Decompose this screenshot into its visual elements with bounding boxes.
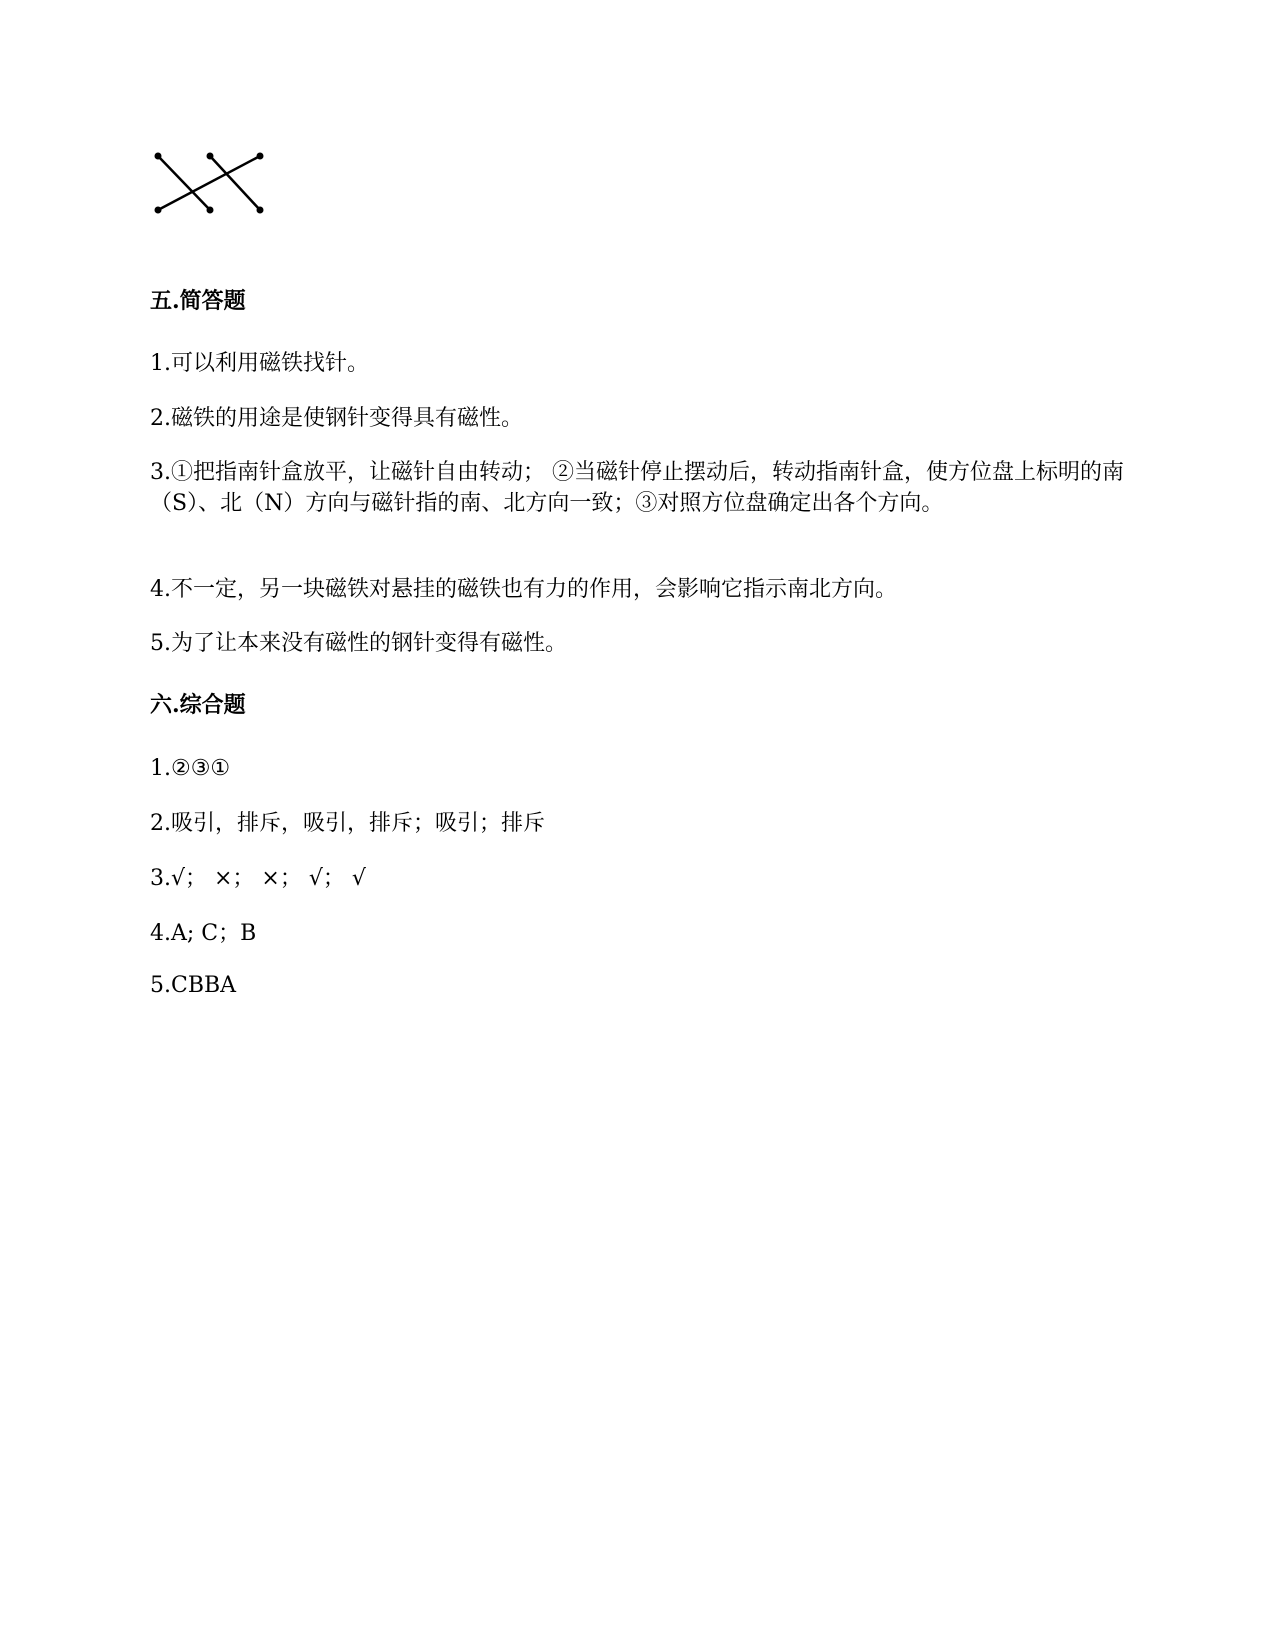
comprehensive-answer-2: 2.吸引，排斥，吸引，排斥；吸引；排斥 [150, 811, 545, 836]
short-answer-5: 5.为了让本来没有磁性的钢针变得有磁性。 [150, 631, 567, 656]
short-answer-4: 4.不一定，另一块磁铁对悬挂的磁铁也有力的作用，会影响它指示南北方向。 [150, 577, 897, 602]
comprehensive-answer-1: 1.②③① [150, 756, 231, 781]
matching-lines-diagram [150, 148, 270, 220]
short-answer-1: 1.可以利用磁铁找针。 [150, 351, 369, 376]
comprehensive-answer-5: 5.CBBA [150, 973, 237, 998]
short-answer-2: 2.磁铁的用途是使钢针变得具有磁性。 [150, 406, 523, 431]
section-title-short-answer: 五.简答题 [150, 288, 246, 314]
comprehensive-answer-3: 3.√； ×； ×； √； √ [150, 866, 366, 891]
section-title-comprehensive: 六.综合题 [150, 692, 246, 718]
short-answer-3: 3.①把指南针盒放平，让磁针自由转动； ②当磁针停止摆动后，转动指南针盒，使方位盘上标明的南（S）、北（N）方向与磁针指的南、北方向一致；③对照方位盘确定出各个方向。 [150, 460, 1124, 516]
comprehensive-answer-4: 4.A; C；B [150, 921, 257, 946]
